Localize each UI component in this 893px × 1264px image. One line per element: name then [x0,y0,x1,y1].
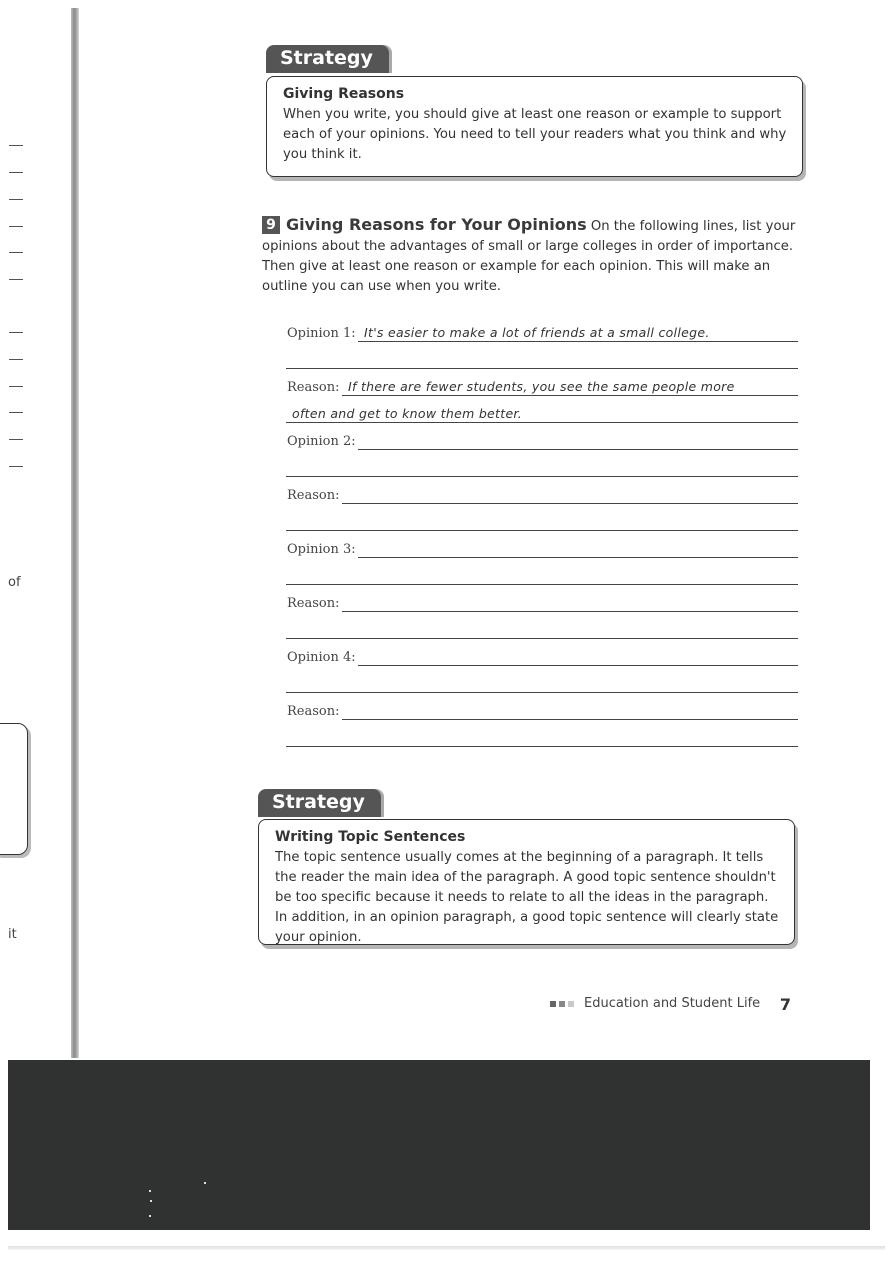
book-spine [71,8,79,1058]
outline-lines [286,318,798,750]
outline-row [286,696,798,723]
scan-speck [204,1182,206,1184]
answer-line[interactable] [358,665,798,666]
scanner-edge-strip [8,1246,885,1250]
strategy-heading: Writing Topic Sentences [275,829,466,845]
outline-row [286,588,798,615]
strategy-body: When you write, you should give at least one reason or example to support each of your opinions. You need to tell your readers what you think and why you think it. [283,107,787,162]
handwritten-answer: It's easier to make a lot of friends at a small college. [364,325,710,340]
exercise-title: Giving Reasons for Your Opinions [286,215,587,234]
outline-row [286,372,798,399]
left-page-box-edge [0,723,28,855]
outline-label: Opinion 1: [287,326,356,341]
answer-line[interactable] [286,422,798,423]
footer-square-icon [559,1001,565,1007]
left-page-rule [9,252,23,253]
scan-speck [150,1200,152,1202]
footer-square-icon [568,1001,574,1007]
scan-speck [149,1215,151,1217]
left-page-rule [9,412,23,413]
left-page-rule [9,332,23,333]
left-page-rule [9,439,23,440]
answer-line[interactable] [286,584,798,585]
exercise-instructions-text: On the following lines, list your opinions about the advantages of small or large colleges in order of importance. Then give at least one reason or example for each opinion. This will make an outline you can use when you write. [262,219,796,294]
outline-row [286,615,798,642]
left-page-rule [9,359,23,360]
page-number: 7 [779,995,791,1014]
exercise-number: 9 [262,216,280,234]
answer-line[interactable] [358,449,798,450]
answer-line[interactable] [342,719,798,720]
answer-line[interactable] [286,638,798,639]
left-page-text-fragment: it [8,927,17,942]
answer-line[interactable] [286,476,798,477]
footer-square-icon [550,1001,556,1007]
strategy-heading: Giving Reasons [283,86,405,102]
strategy-box-topic-sentences [258,789,795,949]
outline-row [286,642,798,669]
outline-label: Reason: [287,488,340,503]
outline-row [286,480,798,507]
handwritten-answer: If there are fewer students, you see the same people more [348,379,735,394]
left-page-rule [9,172,23,173]
answer-line[interactable] [342,611,798,612]
outline-row [286,453,798,480]
scan-speck [149,1190,151,1192]
outline-row [286,507,798,534]
unit-title: Education and Student Life [584,996,761,1011]
strategy-box-giving-reasons [266,45,803,180]
left-page-rule [9,466,23,467]
scanner-shadow-band [8,1060,870,1230]
answer-line[interactable] [342,395,798,396]
outline-label: Opinion 4: [287,650,356,665]
strategy-tab: Strategy [266,45,389,73]
exercise-instructions [262,215,802,297]
left-page-rule [9,226,23,227]
left-page-text-fragment: of [8,575,21,590]
left-page-rule [9,279,23,280]
outline-row [286,426,798,453]
exercise-9 [262,215,802,297]
outline-row [286,345,798,372]
outline-row [286,723,798,750]
outline-label: Reason: [287,704,340,719]
outline-row [286,318,798,345]
strategy-body: The topic sentence usually comes at the beginning of a paragraph. It tells the reader the main idea of the paragraph. A good topic sentence shouldn't be too specific because it needs to relate to all the ideas in the paragraph. In addition, in an opinion paragraph, a good topic sentence will clearly state your opinion. [275,850,779,945]
answer-line[interactable] [358,557,798,558]
strategy-content [266,76,803,177]
outline-row [286,669,798,696]
left-page-rule [9,199,23,200]
page-footer [550,996,795,1016]
answer-line[interactable] [342,503,798,504]
outline-label: Reason: [287,596,340,611]
left-page-rule [9,145,23,146]
strategy-tab: Strategy [258,789,381,817]
left-page-edge [0,0,70,1060]
outline-label: Opinion 2: [287,434,356,449]
answer-line[interactable] [358,341,798,342]
outline-row [286,534,798,561]
handwritten-answer: often and get to know them better. [292,406,522,421]
left-page-rule [9,386,23,387]
answer-line[interactable] [286,368,798,369]
outline-label: Opinion 3: [287,542,356,557]
outline-row [286,561,798,588]
strategy-content [258,819,795,945]
answer-line[interactable] [286,530,798,531]
answer-line[interactable] [286,746,798,747]
outline-row [286,399,798,426]
outline-label: Reason: [287,380,340,395]
answer-line[interactable] [286,692,798,693]
